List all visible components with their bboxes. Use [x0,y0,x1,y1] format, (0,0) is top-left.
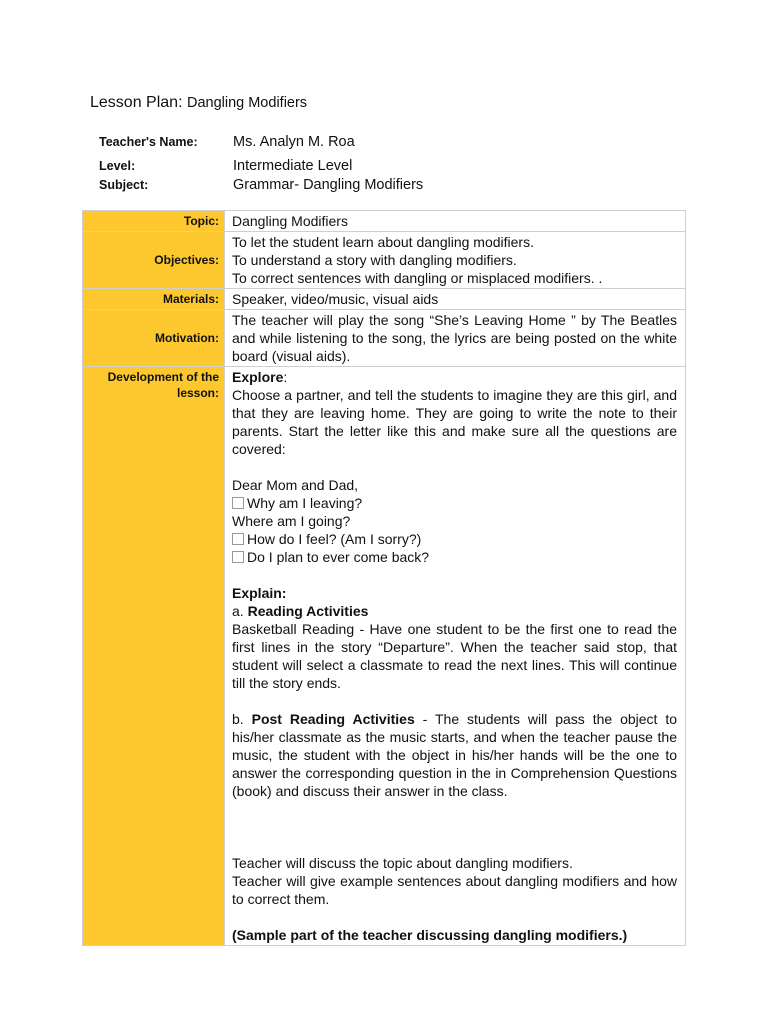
motivation-value: The teacher will play the song “She’s Leaving Home ” by The Beatles and while listening to the song, the lyrics are being posted on the white board (visual aids). [225,310,686,367]
topic-label: Topic: [83,211,225,232]
development-value [225,367,686,946]
subject-value: Grammar- Dangling Modifiers [233,177,424,193]
subject-label: Subject: [99,178,149,192]
letter-question-text: Why am I leaving? [247,495,363,511]
teacher-label: Teacher's Name: [99,135,198,149]
title-label: Lesson Plan: [90,94,183,111]
motivation-label: Motivation: [83,310,225,367]
lesson-info [99,134,659,196]
teacher-row [99,134,659,158]
development-label: Development of the lesson: [83,367,225,946]
sample-note: (Sample part of the teacher discussing dangling modifiers.) [232,927,628,943]
letter-question [232,548,677,566]
spacer [232,692,677,710]
letter-question [232,530,677,548]
checkbox-bullet-icon [232,497,244,509]
topic-row [83,211,686,232]
teacher-value: Ms. Analyn M. Roa [233,134,355,150]
a-prefix: a. [232,603,244,619]
materials-label: Materials: [83,289,225,310]
letter-question-text: How do I feel? (Am I sorry?) [247,531,422,547]
topic-value: Dangling Modifiers [225,211,686,232]
letter-question [232,494,677,512]
explore-line [232,368,677,386]
document-title [90,94,307,112]
checkbox-bullet-icon [232,551,244,563]
spacer [232,458,677,476]
letter-greeting: Dear Mom and Dad, [232,477,359,493]
level-value: Intermediate Level [233,158,353,174]
discuss-line: Teacher will give example sentences about dangling modifiers and how to correct them. [232,873,677,907]
discuss-line: Teacher will discuss the topic about dangling modifiers. [232,855,573,871]
objectives-row [83,232,686,289]
materials-row [83,289,686,310]
objective-item: To correct sentences with dangling or misplaced modifiers. . [232,270,603,286]
reading-activities-heading: Reading Activities [247,603,369,619]
subject-row [99,177,659,196]
reading-activities-text: Basketball Reading - Have one student to be the first one to read the first lines in the story “Departure”. When the teacher said stop, that student will select a classmate to read the next lines. This will continue till the story ends. [232,621,677,691]
level-row [99,158,659,177]
motivation-row [83,310,686,367]
development-row [83,367,686,946]
objectives-label: Objectives: [83,232,225,289]
post-reading-heading: Post Reading Activities [251,711,415,727]
letter-question-text: Do I plan to ever come back? [247,549,430,565]
explore-heading: Explore [232,369,284,385]
checkbox-bullet-icon [232,533,244,545]
title-value: Dangling Modifiers [186,95,308,111]
lesson-plan-table [82,210,686,946]
level-label: Level: [99,159,136,173]
materials-value: Speaker, video/music, visual aids [225,289,686,310]
letter-question [232,512,677,530]
letter-question-text: Where am I going? [232,513,351,529]
objectives-value [225,232,686,289]
b-prefix: b. [232,711,244,727]
reading-activities-line [232,602,677,620]
explore-text: Choose a partner, and tell the students to imagine they are this girl, and that they are leaving home. They are going to write the note to their parents. Start the letter like this and make sure all the questions are covered: [232,387,677,457]
explain-heading: Explain: [232,585,287,601]
objective-item: To let the student learn about dangling modifiers. [232,234,534,250]
post-reading-activities [232,710,677,800]
spacer [232,800,677,854]
explore-colon: : [283,369,288,385]
objective-item: To understand a story with dangling modifiers. [232,252,517,268]
spacer [232,566,677,584]
spacer [232,908,677,926]
post-reading-text: - The students will pass the object to his/her classmate as the music starts, and when the teacher pause the music, the student with the object in his/her hands will be the one to answer the corresponding question in the in Comprehension Questions (book) and discuss their answer in the class. [232,711,678,799]
